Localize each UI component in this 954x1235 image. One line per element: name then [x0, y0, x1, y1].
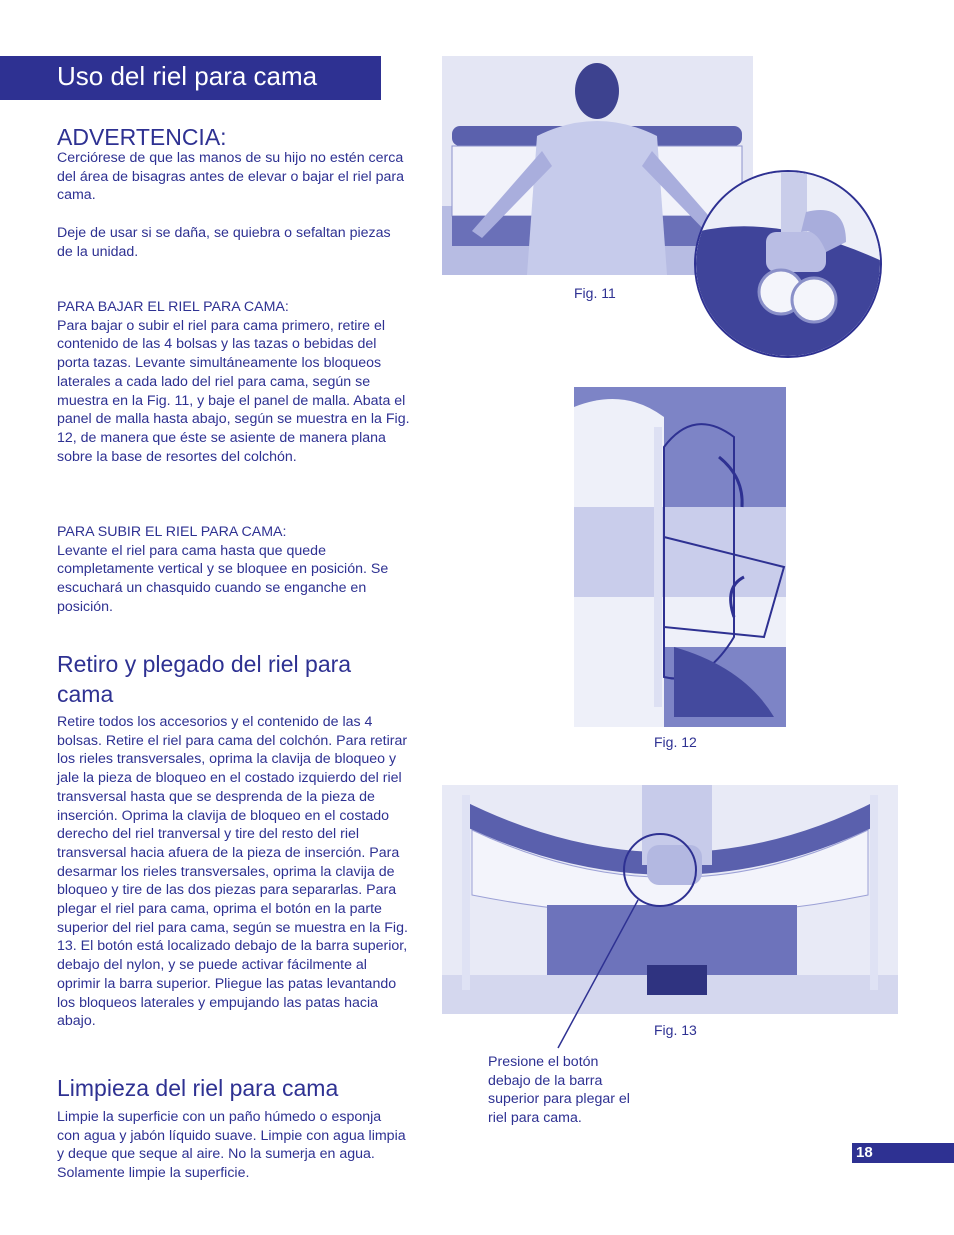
figure-13-caption: Fig. 13 — [654, 1022, 697, 1038]
page-number: 18 — [856, 1144, 873, 1161]
warning-paragraph-2: Deje de usar si se daña, se quiebra o sefaltan piezas de la unidad. — [57, 225, 391, 260]
lower-rail-section — [57, 298, 412, 466]
raise-rail-body: Levante el riel para cama hasta que quede completamente vertical y se bloquee en posición. Se escuchará un chasquido cuando se enganche en posición. — [57, 542, 389, 615]
lower-rail-heading: PARA BAJAR EL RIEL PARA CAMA: — [57, 299, 289, 315]
removal-heading: Retiro y plegado del riel para cama — [57, 651, 352, 707]
warning-paragraph-1: Cerciórese de que las manos de su hijo no estén cerca del área de bisagras antes de elevar o bajar el riel para cama. — [57, 150, 405, 204]
figure-11-detail-inset — [694, 170, 882, 358]
warning-heading: ADVERTENCIA: — [57, 124, 227, 150]
cleaning-body: Limpie la superficie con un paño húmedo o esponja con agua y jabón líquido suave. Limpie con agua limpia y deque que seque al aire. No la sumerja en agua. Solamente limpie la superficie. — [57, 1109, 406, 1182]
page-number-bar — [852, 1143, 954, 1163]
raise-rail-section — [57, 523, 412, 617]
figure-12-caption: Fig. 12 — [654, 734, 697, 750]
figure-11-caption: Fig. 11 — [574, 285, 616, 301]
raise-rail-heading: PARA SUBIR EL RIEL PARA CAMA: — [57, 524, 287, 540]
page-title: Uso del riel para cama — [57, 61, 318, 91]
removal-body: Retire todos los accesorios y el contenido de las 4 bolsas. Retire el riel para cama del colchón. Para retirar los rieles transversales, oprima la clavija de bloqueo y jale la pieza de bloqueo en el costado izquierdo del riel transversal hasta que se desprenda de la pieza de inserción. Oprima la clavija de bloqueo en el costado derecho del riel tranversal y tire del resto del riel transversal hacia afuera de la pieza de inserción. Para desarmar los rieles transversales, oprima la clavija de bloqueo y tire de las dos piezas para separarlas. Para plegar el riel para cama, oprima el botón en la parte superior del riel para cama, según se muestra en la Fig. 13. El botón está localizado debajo de la barra superior, debajo del nylon, y se puede activar fácilmente al oprimir la barra superior. Pliegue las patas levantando los bloqueos laterales y empujando las patas hacia abajo. — [57, 714, 408, 1030]
cleaning-heading: Limpieza del riel para cama — [57, 1075, 339, 1101]
figure-12-photo — [574, 387, 786, 727]
page-title-bar — [0, 56, 381, 100]
figure-13-note: Presione el botón debajo de la barra superior para plegar el riel para cama. — [488, 1054, 630, 1127]
lower-rail-body: Para bajar o subir el riel para cama primero, retire el contenido de las 4 bolsas y las tazas o bebidas del porta tazas. Levante simultáneamente los bloqueos laterales a cada lado del riel para cama, según se muestra en la Fig. 11, y baje el panel de malla. Abata el panel de malla hasta abajo, según se muestra en la Fig. 12, de manera que éste se asiente de manera plana sobre la base de resortes del colchón. — [57, 317, 410, 465]
